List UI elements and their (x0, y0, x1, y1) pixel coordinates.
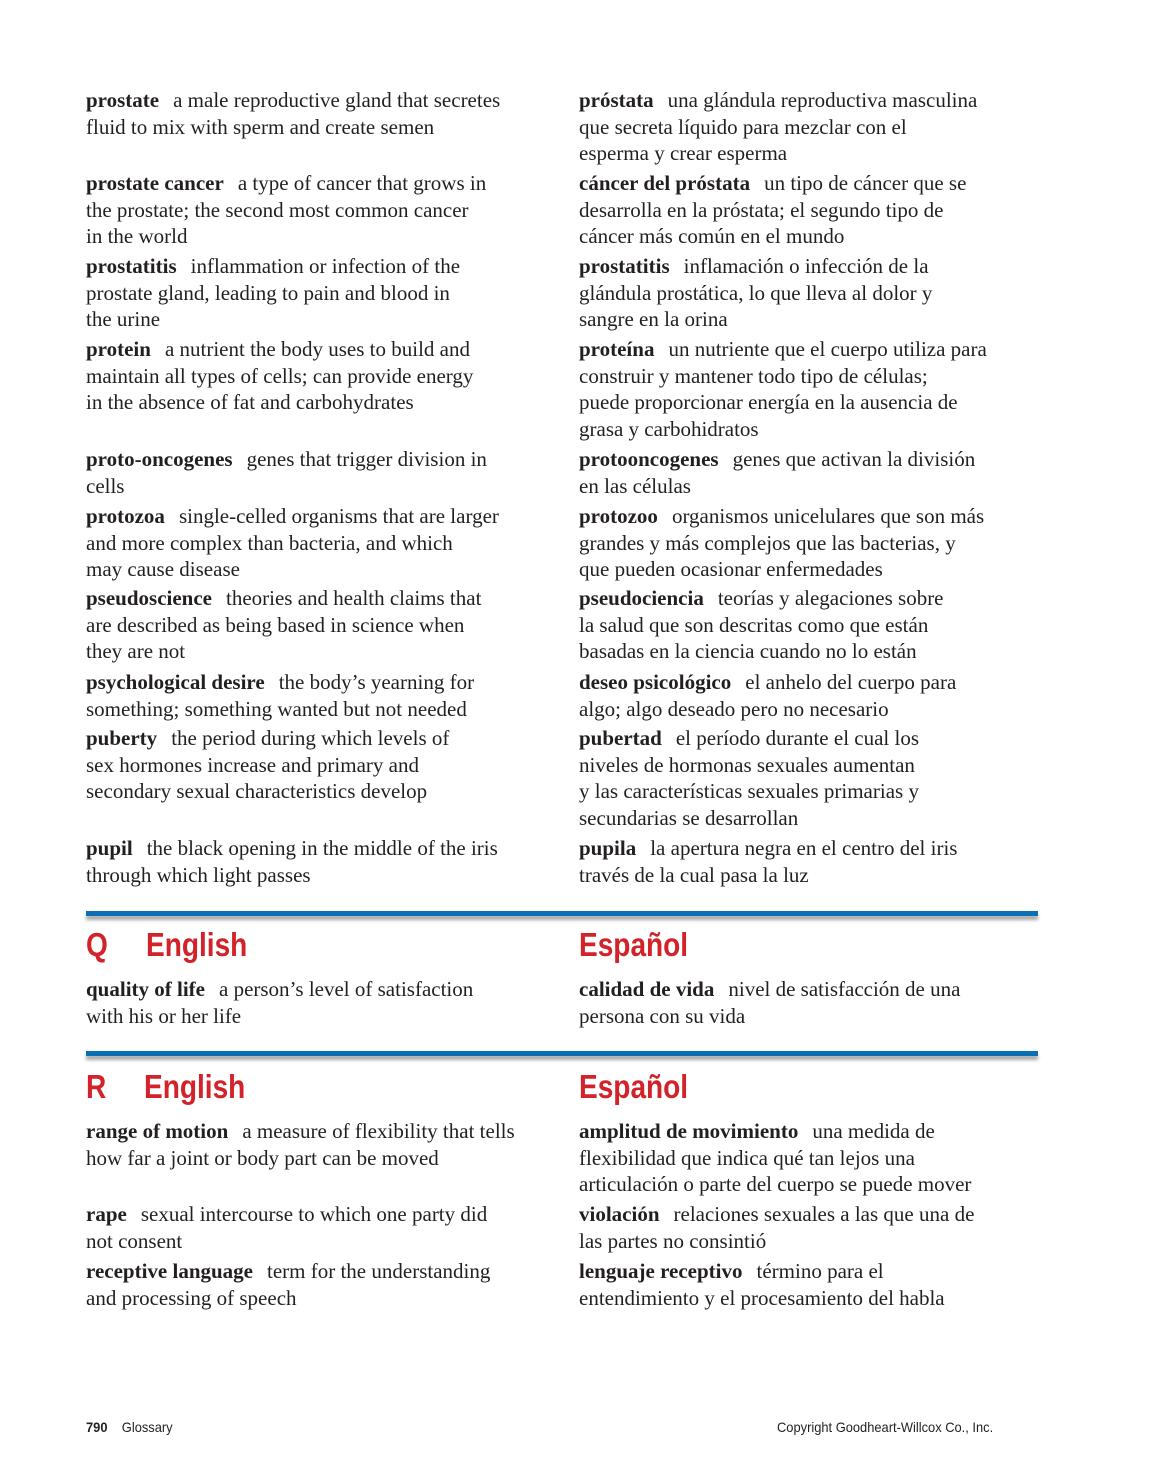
definition-line: la salud que son descritas como que están (579, 612, 929, 637)
glossary-entry-english (86, 503, 589, 583)
definition-line: cells (86, 473, 125, 498)
glossary-entry-english (86, 976, 589, 1029)
definition-line: sangre en la orina (579, 307, 728, 331)
definition-line: y las características sexuales primarias y (579, 779, 919, 803)
definition-line: grandes y más complejos que las bacterias, y (579, 530, 956, 555)
definition-line: the body’s yearning for (278, 670, 475, 694)
definition-line: with his or her life (86, 1003, 242, 1028)
definition-line: secondary sexual characteristics develop (86, 779, 428, 803)
definition-line: flexibilidad que indica qué tan lejos una (579, 1145, 915, 1170)
glossary-entry-spanish (579, 835, 1082, 888)
glossary-entry-spanish (579, 725, 1082, 831)
glossary-entry-spanish (579, 1118, 1082, 1198)
definition-line: a nutrient the body uses to build and (164, 337, 470, 361)
definition-line: puede proporcionar energía en la ausencia de (579, 390, 958, 414)
entry-term: quality of life (86, 977, 205, 1001)
glossary-entry-spanish (579, 503, 1082, 583)
glossary-entry-spanish (579, 1201, 1082, 1254)
definition-line: basadas en la ciencia cuando no lo están (579, 639, 917, 663)
glossary-entry-english (86, 585, 589, 665)
definition-line: esperma y crear esperma (579, 141, 788, 165)
definition-line: secundarias se desarrollan (579, 805, 799, 830)
entry-term: pupil (86, 836, 133, 860)
definition-line: glándula prostática, lo que lleva al dolor y (579, 280, 933, 305)
entry-term: cáncer del próstata (579, 171, 751, 195)
glossary-entry-spanish (579, 976, 1082, 1029)
definition-line: una medida de (812, 1119, 935, 1143)
entry-term: prostate cancer (86, 171, 224, 195)
definition-line: a male reproductive gland that secretes (173, 88, 501, 112)
definition-line: through which light passes (86, 862, 311, 887)
glossary-entry-spanish (579, 446, 1082, 499)
definition-line: the black opening in the middle of the iris (146, 836, 498, 860)
glossary-entry-spanish (579, 585, 1082, 665)
definition-line: una glándula reproductiva masculina (667, 88, 978, 112)
entry-term: receptive language (86, 1259, 253, 1283)
entry-term: deseo psicológico (579, 670, 732, 694)
definition-line: they are not (86, 639, 186, 663)
entry-term: pseudociencia (579, 586, 704, 610)
entry-term: lenguaje receptivo (579, 1259, 743, 1283)
section-heading-english-q: English (146, 926, 248, 963)
entry-term: puberty (86, 726, 158, 750)
definition-line: genes que activan la división (732, 447, 976, 471)
definition-line: un tipo de cáncer que se (764, 171, 967, 195)
section-heading-english-r: English (144, 1068, 246, 1105)
definition-line: are described as being based in science when (86, 612, 465, 637)
glossary-entry-english (86, 87, 589, 140)
copyright: Copyright Goodheart-Willcox Co., Inc. (777, 1419, 994, 1435)
entry-term: violación (579, 1202, 660, 1226)
definition-line: un nutriente que el cuerpo utiliza para (668, 337, 987, 361)
entry-term: protozoa (86, 504, 165, 528)
definition-line: niveles de hormonas sexuales aumentan (579, 752, 915, 777)
definition-line: theories and health claims that (226, 586, 482, 610)
entry-term: protozoo (579, 504, 658, 528)
entry-term: pupila (579, 836, 637, 860)
glossary-entry-english (86, 1258, 589, 1311)
definition-line: inflammation or infection of the (190, 254, 461, 278)
entry-term: amplitud de movimiento (579, 1119, 799, 1143)
entry-term: proteína (579, 337, 655, 361)
entry-term: calidad de vida (579, 977, 715, 1001)
definition-line: prostate gland, leading to pain and blood in (86, 280, 450, 305)
definition-line: construir y mantener todo tipo de células; (579, 363, 928, 388)
section-heading-spanish-q: Español (579, 926, 689, 963)
entry-definition (579, 254, 1082, 333)
definition-line: término para el (756, 1259, 884, 1283)
definition-line: and processing of speech (86, 1285, 297, 1310)
definition-line: genes that trigger division in (246, 447, 487, 471)
entry-definition (86, 254, 589, 333)
entry-term: range of motion (86, 1119, 229, 1143)
section-heading-spanish-r: Español (579, 1068, 689, 1105)
footer-section: Glossary (121, 1419, 173, 1435)
section-divider-r (86, 1051, 1038, 1056)
page-footer-left (86, 1419, 173, 1435)
entry-definition (86, 726, 589, 805)
definition-line: the period during which levels of (171, 726, 450, 750)
definition-line: sex hormones increase and primary and (86, 752, 419, 777)
entry-term: rape (86, 1202, 127, 1226)
glossary-entry-english (86, 1118, 589, 1171)
definition-line: may cause disease (86, 557, 240, 581)
definition-line: teorías y alegaciones sobre (717, 586, 944, 610)
glossary-entry-english (86, 170, 589, 250)
definition-line: el anhelo del cuerpo para (745, 670, 957, 694)
definition-line: and more complex than bacteria, and which (86, 530, 453, 555)
glossary-entry-english (86, 725, 589, 805)
entry-term: prostatitis (579, 254, 670, 278)
entry-term: pseudoscience (86, 586, 212, 610)
entry-definition (86, 88, 589, 140)
definition-line: in the absence of fat and carbohydrates (86, 390, 414, 414)
glossary-entry-spanish (579, 1258, 1082, 1311)
section-letter-r: R (86, 1068, 107, 1105)
glossary-entry-english (86, 446, 589, 499)
entry-term: próstata (579, 88, 654, 112)
definition-line: grasa y carbohidratos (579, 416, 759, 441)
glossary-entry-english (86, 835, 589, 888)
definition-line: persona con su vida (579, 1003, 746, 1028)
definition-line: que pueden ocasionar enfermedades (579, 557, 883, 581)
definition-line: través de la cual pasa la luz (579, 862, 809, 887)
entry-term: prostate (86, 88, 160, 112)
entry-term: proto-oncogenes (86, 447, 233, 471)
page-number: 790 (86, 1419, 108, 1435)
definition-line: sexual intercourse to which one party did (140, 1202, 488, 1226)
entry-definition (579, 88, 1082, 167)
glossary-entry-english (86, 669, 589, 722)
definition-line: something; something wanted but not needed (86, 696, 467, 721)
definition-line: las partes no consintió (579, 1228, 767, 1253)
definition-line: desarrolla en la próstata; el segundo tipo de (579, 197, 944, 222)
definition-line: articulación o parte del cuerpo se puede mover (579, 1172, 972, 1196)
entry-term: prostatitis (86, 254, 177, 278)
definition-line: how far a joint or body part can be moved (86, 1145, 439, 1170)
entry-term: protooncogenes (579, 447, 719, 471)
definition-line: single-celled organisms that are larger (178, 504, 499, 528)
definition-line: a measure of flexibility that tells (242, 1119, 515, 1143)
glossary-entry-spanish (579, 87, 1082, 167)
glossary-entry-english (86, 1201, 589, 1254)
entry-term: pubertad (579, 726, 662, 750)
glossary-entry-spanish (579, 669, 1082, 722)
entry-definition (579, 726, 1082, 831)
glossary-entry-spanish (579, 253, 1082, 333)
definition-line: not consent (86, 1228, 183, 1253)
definition-line: el período durante el cual los (675, 726, 920, 750)
definition-line: maintain all types of cells; can provide energy (86, 363, 474, 388)
glossary-entry-english (86, 253, 589, 333)
entry-definition (579, 337, 1082, 442)
definition-line: fluid to mix with sperm and create semen (86, 114, 435, 139)
entry-term: protein (86, 337, 151, 361)
definition-line: in the world (86, 224, 188, 248)
glossary-entry-spanish (579, 336, 1082, 442)
glossary-entry-spanish (579, 170, 1082, 250)
definition-line: algo; algo deseado pero no necesario (579, 696, 889, 721)
definition-line: term for the understanding (267, 1259, 491, 1283)
definition-line: cáncer más común en el mundo (579, 224, 845, 248)
definition-line: que secreta líquido para mezclar con el (579, 114, 907, 139)
definition-line: the prostate; the second most common cancer (86, 197, 469, 222)
entry-term: psychological desire (86, 670, 265, 694)
glossary-entry-english (86, 336, 589, 416)
section-letter-q: Q (86, 926, 108, 963)
entry-definition (86, 504, 589, 583)
definition-line: entendimiento y el procesamiento del habla (579, 1285, 945, 1310)
definition-line: a person’s level of satisfaction (219, 977, 474, 1001)
section-divider-q (86, 911, 1038, 916)
definition-line: nivel de satisfacción de una (728, 977, 961, 1001)
definition-line: la apertura negra en el centro del iris (650, 836, 958, 860)
definition-line: inflamación o infección de la (683, 254, 929, 278)
definition-line: a type of cancer that grows in (237, 171, 487, 195)
definition-line: the urine (86, 307, 161, 331)
entry-definition (579, 1202, 1082, 1254)
entry-definition (579, 504, 1082, 583)
definition-line: en las células (579, 473, 691, 498)
definition-line: organismos unicelulares que son más (671, 504, 985, 528)
definition-line: relaciones sexuales a las que una de (673, 1202, 975, 1226)
